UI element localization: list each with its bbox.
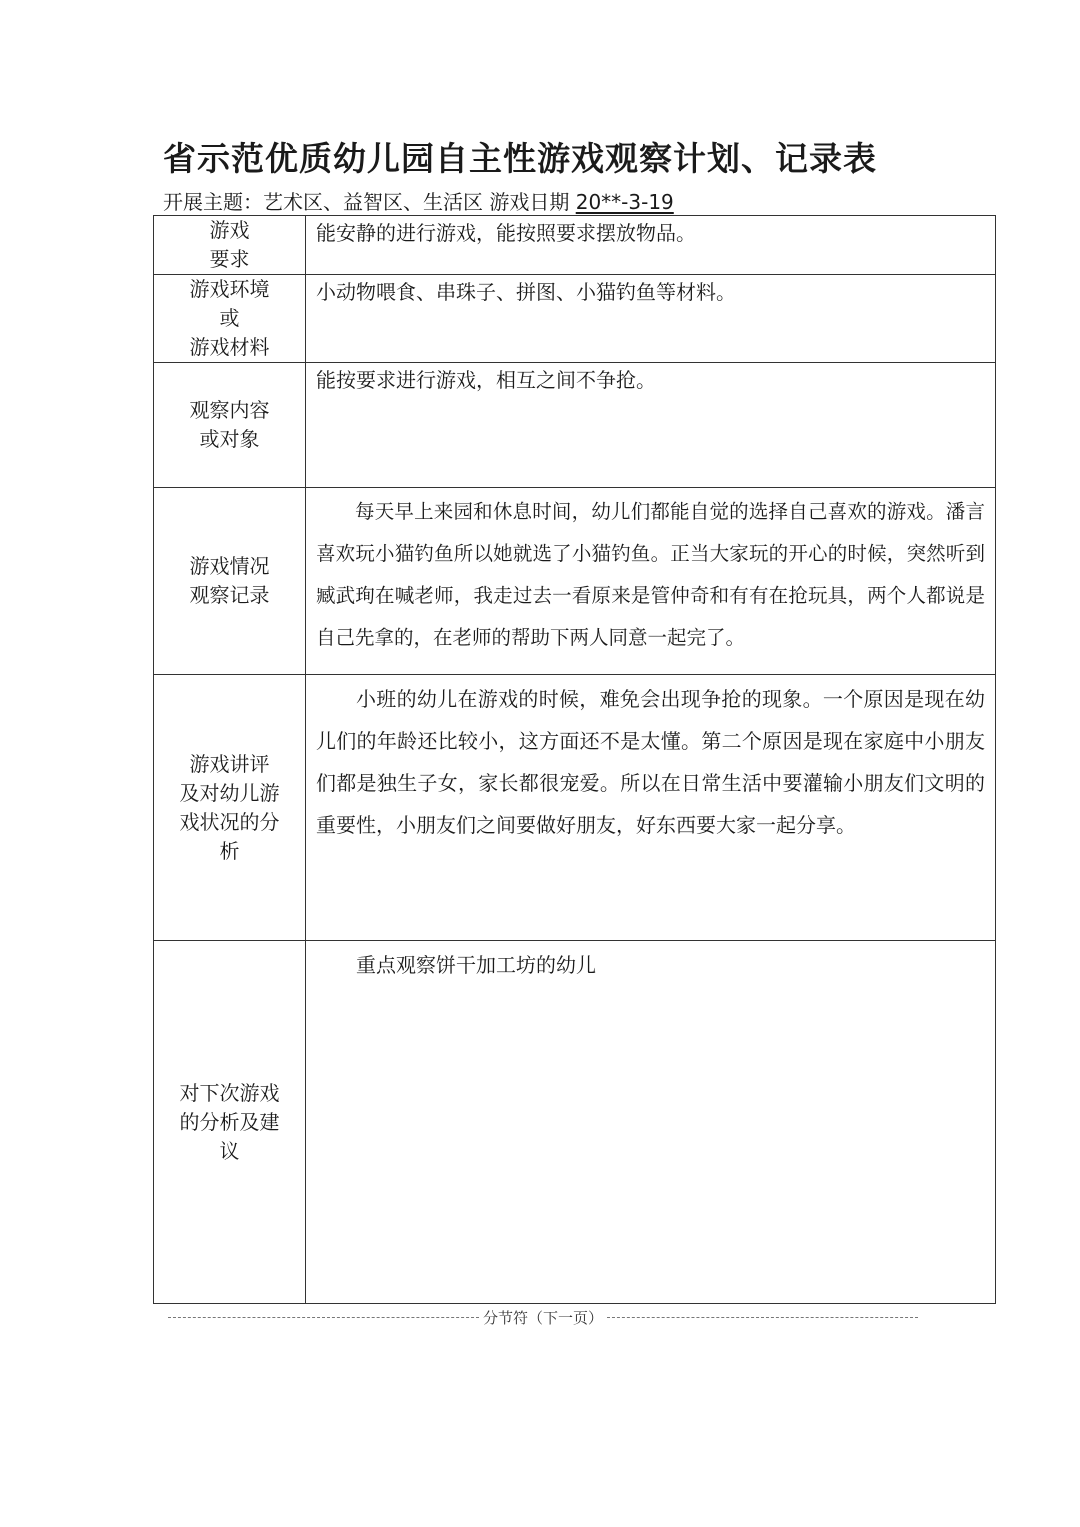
section-break-dash-right xyxy=(607,1317,918,1318)
theme-label: 开展主题： xyxy=(163,190,263,214)
table-row-observation xyxy=(154,363,996,488)
table-row-requirement xyxy=(154,216,996,275)
table-row-record xyxy=(154,488,996,675)
content-record[interactable]: 每天早上来园和休息时间，幼儿们都能自觉的选择自己喜欢的游戏。潘言喜欢玩小猫钓鱼所以她就选了小猫钓鱼。正当大家玩的开心的时候，突然听到臧武珣在喊老师，我走过去一看原来是管仲奇和有有在抢玩具，两个人都说是自己先拿的，在老师的帮助下两人同意一起完了。 xyxy=(306,488,996,675)
content-suggestion[interactable]: 重点观察饼干加工坊的幼儿 xyxy=(306,941,996,1304)
content-materials[interactable]: 小动物喂食、串珠子、拼图、小猫钓鱼等材料。 xyxy=(306,275,996,363)
label-suggestion: 对下次游戏 的分析及建 议 xyxy=(154,941,306,1304)
label-analysis: 游戏讲评 及对幼儿游 戏状况的分 析 xyxy=(154,675,306,941)
content-requirement[interactable]: 能安静的进行游戏，能按照要求摆放物品。 xyxy=(306,216,996,275)
section-break-dash-left xyxy=(168,1317,479,1318)
table-row-analysis xyxy=(154,675,996,941)
page-title: 省示范优质幼儿园自主性游戏观察计划、记录表 xyxy=(163,139,877,178)
table-row-materials xyxy=(154,275,996,363)
table-row-suggestion xyxy=(154,941,996,1304)
record-table xyxy=(153,215,996,1304)
label-materials: 游戏环境 或 游戏材料 xyxy=(154,275,306,363)
label-requirement: 游戏 要求 xyxy=(154,216,306,275)
label-observation: 观察内容 或对象 xyxy=(154,363,306,488)
section-break xyxy=(168,1307,918,1327)
theme-value: 艺术区、益智区、生活区 xyxy=(263,190,483,214)
content-observation[interactable]: 能按要求进行游戏，相互之间不争抢。 xyxy=(306,363,996,488)
content-analysis[interactable]: 小班的幼儿在游戏的时候，难免会出现争抢的现象。一个原因是现在幼儿们的年龄还比较小，这方面还不是太懂。第二个原因是现在家庭中小朋友们都是独生子女，家长都很宠爱。所以在日常生活中要灌输小朋友们文明的重要性，小朋友们之间要做好朋友，好东西要大家一起分享。 xyxy=(306,675,996,941)
date-value: 20**-3-19 xyxy=(575,190,674,214)
label-record: 游戏情况 观察记录 xyxy=(154,488,306,675)
section-break-label: 分节符（下一页） xyxy=(483,1308,604,1327)
theme-line xyxy=(163,186,674,215)
date-label: 游戏日期 xyxy=(489,190,570,214)
